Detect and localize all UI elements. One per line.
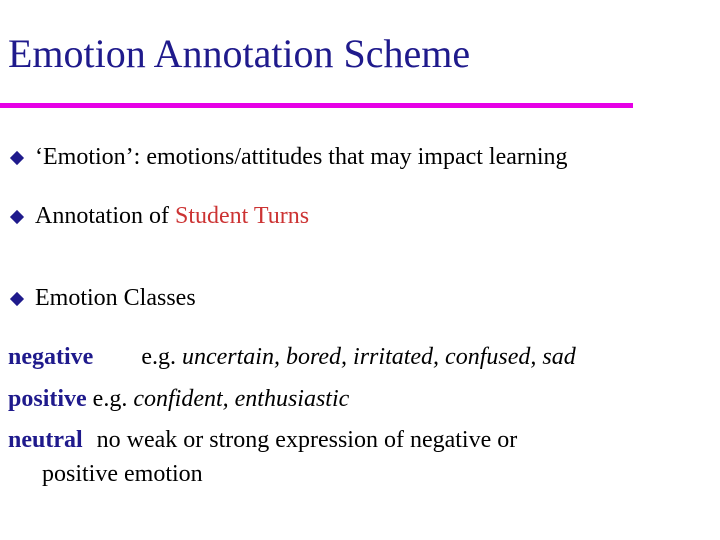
- bullet-emotion-classes: [8, 285, 196, 312]
- diamond-bullet-icon: [10, 150, 24, 164]
- class-examples: uncertain, bored, irritated, confused, sad: [181, 344, 576, 370]
- class-eg: e.g.: [92, 386, 128, 412]
- bullet-emotion-definition: [8, 144, 568, 171]
- class-neutral-continuation: positive emotion: [42, 461, 203, 487]
- bullet-annotation: [8, 203, 309, 230]
- bullet-text-accent: Student Turns: [174, 203, 310, 229]
- class-examples: confident, enthusiastic: [133, 386, 350, 412]
- bullet-text-prefix: Annotation of: [35, 203, 175, 229]
- class-label: positive: [8, 386, 87, 412]
- class-eg: e.g.: [141, 344, 176, 370]
- bullet-text: Emotion Classes: [35, 285, 196, 311]
- title-underline: [0, 103, 633, 108]
- diamond-bullet-icon: [10, 291, 24, 305]
- diamond-bullet-icon: [10, 209, 24, 223]
- class-positive: [8, 386, 349, 413]
- class-label: negative: [8, 344, 94, 370]
- class-description: no weak or strong expression of negative or: [96, 427, 518, 453]
- bullet-text: ‘Emotion’: emotions/attitudes that may impact learning: [35, 144, 568, 170]
- slide-title: Emotion Annotation Scheme: [8, 31, 471, 76]
- class-neutral: [8, 427, 517, 454]
- class-negative: [8, 344, 576, 371]
- class-label: neutral: [8, 427, 83, 453]
